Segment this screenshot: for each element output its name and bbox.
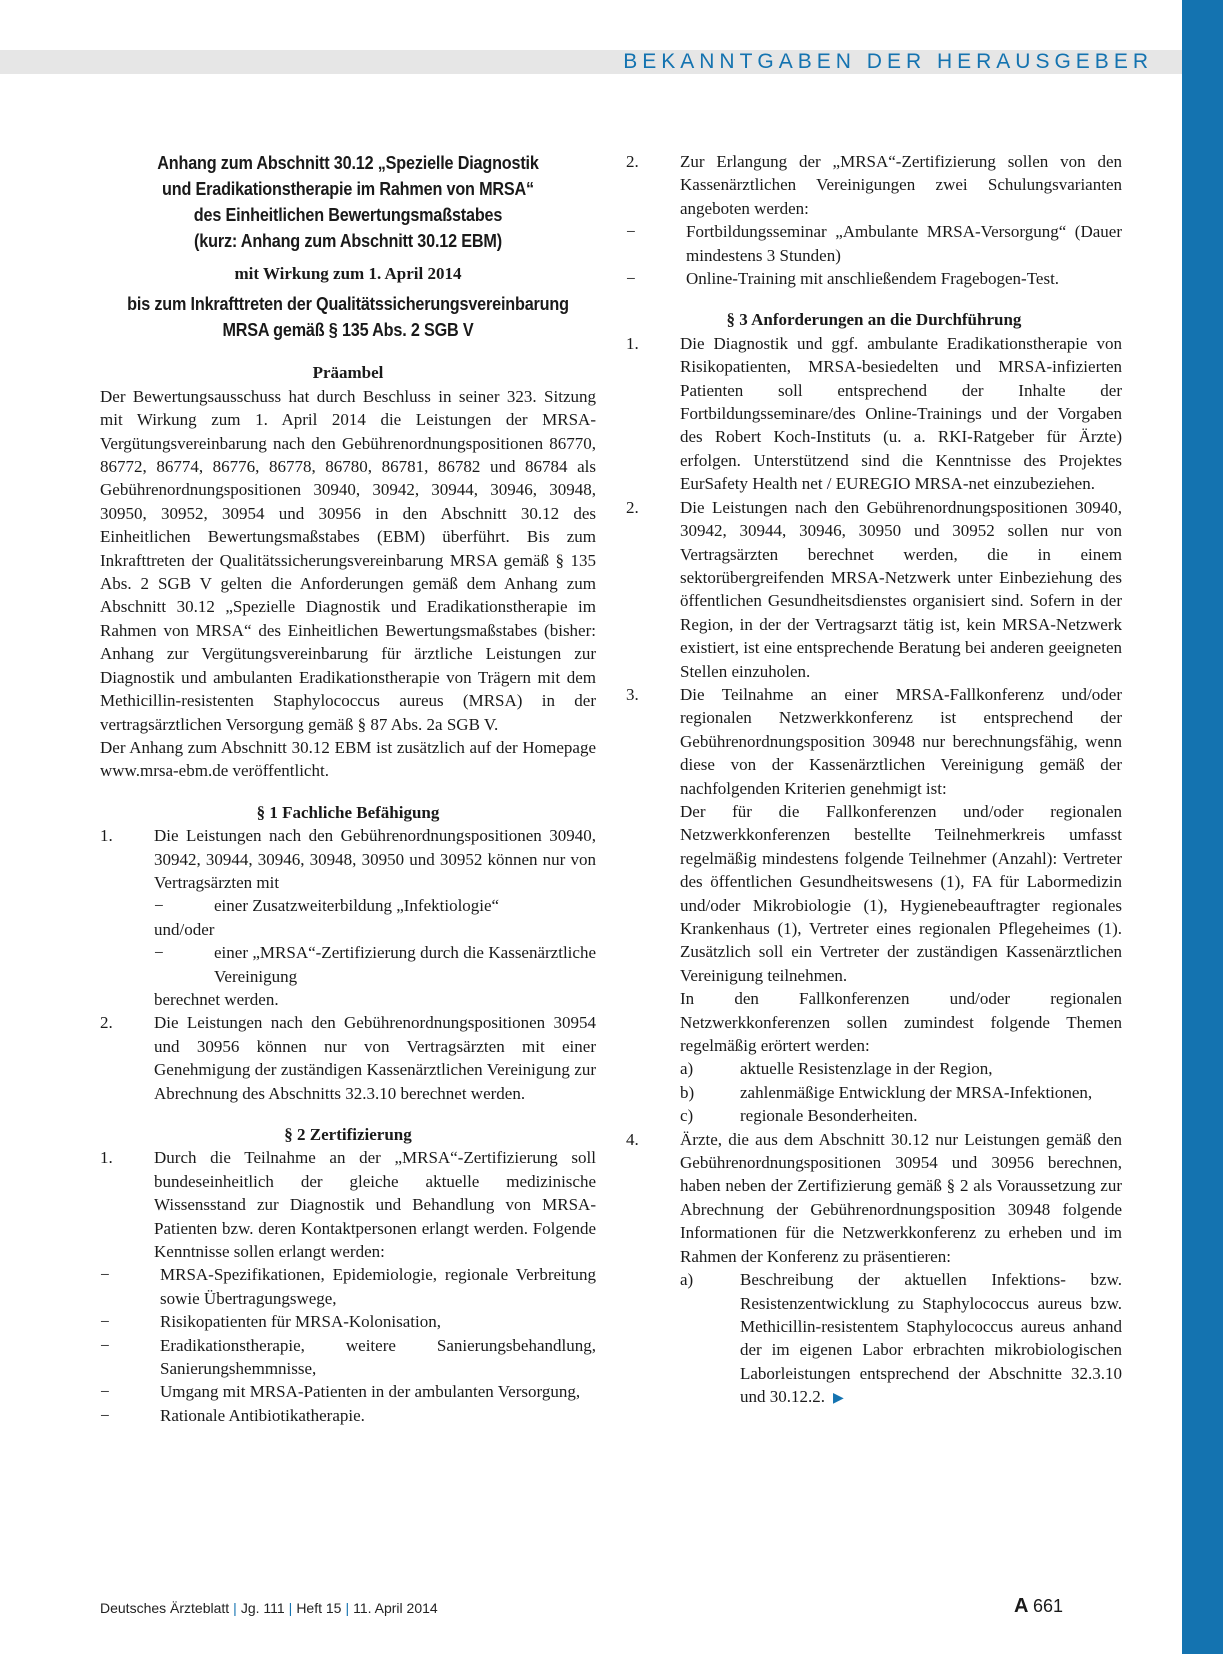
triangle-right-icon: ▶ — [833, 1391, 844, 1407]
validity-line: MRSA gemäß § 135 Abs. 2 SGB V — [222, 320, 474, 341]
effective-date: mit Wirkung zum 1. April 2014 — [234, 264, 462, 283]
item-letter: c) — [680, 1106, 694, 1126]
page-prefix: A — [1014, 1595, 1029, 1617]
dash-icon: − — [626, 269, 636, 289]
list-item — [626, 150, 1122, 220]
dash-icon: − — [154, 896, 164, 916]
dash-icon: − — [100, 1312, 110, 1332]
item-text: Die Teilnahme an einer MRSA-Fallkonferenz und/oder regionalen Netzwerkkonferenz ist entsprechend der Gebührenordnungsposition 30948 nur berechnungsfähig, wenn diese von der Kassenärztlichen Vereinigung gemäß der nachfolgenden Kriterien genehmigt ist: — [680, 684, 1122, 798]
item-number: 4. — [626, 1129, 639, 1149]
list-item — [100, 824, 596, 894]
list-item — [626, 683, 1122, 800]
lettered-text-content: Beschreibung der aktuellen Infektions- bzw. Resistenzentwicklung zu Staphylococcus aureus bzw. Methicillin-resistentem Staphylococcus aureus anhand der im eigenen Labor erbrachten mikrobiologischen Laborleistungen entsprechend der Abschnitte 32.3.10 und 30.12.2. — [740, 1270, 1122, 1407]
item-letter: a) — [680, 1270, 694, 1290]
dash-icon: − — [100, 1335, 110, 1355]
footer-citation — [100, 1600, 438, 1616]
item-text: Die Diagnostik und ggf. ambulante Eradikationstherapie von Risikopatienten, MRSA-besiedelten und MRSA-infizierten Patienten soll entsprechend der Inhalte der Fortbildungsseminare/des Online-Trainings und der Vorgaben des Robert Koch-Instituts (u. a. RKI-Ratgeber für Ärzte) erfolgen. Unterstützend sind die Kenntnisse des Projektes EurSafety Health net / EUREGIO MRSA-net einzubeziehen. — [680, 333, 1122, 494]
bullet-text: einer Zusatzweiterbildung „Infektiologie“ — [214, 896, 500, 916]
journal-issue: Heft 15 — [296, 1600, 342, 1616]
preamble-paragraph: Der Bewertungsausschuss hat durch Beschluss in seiner 323. Sitzung mit Wirkung zum 1. April 2014 die Leistungen der MRSA-Vergütungsvereinbarung nach den Gebührenordnungspositionen 86770, 86772, 86774, 86776, 86778, 86780, 86781, 86782 und 86784 als Gebührenordnungspositionen 30940, 30942, 30944, 30946, 30948, 30950, 30952, 30954 und 30956 in den Abschnitt 30.12 des Einheitlichen Bewertungsmaßstabes (EBM) überführt. Bis zum Inkrafttreten der Qualitätssicherungsvereinbarung MRSA gemäß § 135 Abs. 2 SGB V gelten die Anforderungen gemäß dem Anhang zum Abschnitt 30.12 „Spezielle Diagnostik und Eradikationstherapie im Rahmen von MRSA“ des Einheitlichen Bewertungsmaßstabes (bisher: Anhang zur Vergütungsvereinbarung für ärztliche Leistungen zur Diagnostik und ambulanten Eradikationstherapie von Trägern mit dem Methicillin-resistenten Staphylococcus aureus (MRSA) in der vertragsärztlichen Versorgung gemäß § 87 Abs. 2a SGB V. — [100, 386, 596, 734]
journal-name: Deutsches Ärzteblatt — [100, 1600, 230, 1616]
lettered-item — [626, 1104, 1122, 1127]
item-text: Die Leistungen nach den Gebührenordnungspositionen 30940, 30942, 30944, 30946, 30948, 30950 und 30952 können nur von Vertragsärzten mit — [154, 826, 596, 892]
bullet-item — [100, 1380, 596, 1403]
bullet-item — [100, 894, 596, 917]
title-line: Anhang zum Abschnitt 30.12 „Spezielle Diagnostik — [157, 153, 539, 173]
page-number — [1014, 1595, 1063, 1618]
title-line: und Eradikationstherapie im Rahmen von MRSA“ — [162, 179, 534, 199]
item-number: 1. — [626, 333, 639, 353]
lettered-item — [626, 1081, 1122, 1104]
list-item — [100, 1011, 596, 1105]
dash-icon: − — [626, 222, 636, 242]
item-number: 1. — [100, 1148, 113, 1168]
side-accent-bar — [1182, 0, 1223, 1654]
list-item — [626, 496, 1122, 683]
bullet-item — [100, 1263, 596, 1310]
page-number-value: 661 — [1032, 1596, 1063, 1616]
separator: | — [288, 1600, 293, 1616]
validity-title — [125, 291, 571, 343]
bullet-text: Risikopatienten für MRSA-Kolonisation, — [160, 1312, 441, 1332]
lettered-item — [626, 1057, 1122, 1080]
list-item — [626, 332, 1122, 496]
item-number: 3. — [626, 684, 639, 704]
item-continuation: berechnet werden. — [154, 989, 279, 1009]
item-paragraph: Der für die Fallkonferenzen und/oder regionalen Netzwerkkonferenzen bestellte Teilnehmerkreis umfasst regelmäßig mindestens folgende Teilnehmer (Anzahl): Vertreter des öffentlichen Gesundheitswesens (1), FA für Labormedizin und/oder Mikrobiologie (1), Hygienebeauftragter regionales Krankenhaus (1), Vertreter eines regionalen Pflegeheimes (1). Zusätzlich soll ein Vertreter der zuständigen Kassenärztlichen Vereinigung teilnehmen. — [680, 801, 1122, 985]
journal-date: 11. April 2014 — [353, 1600, 438, 1616]
bullet-item — [626, 267, 1122, 290]
bullet-item — [100, 1310, 596, 1333]
title-line: (kurz: Anhang zum Abschnitt 30.12 EBM) — [194, 231, 502, 251]
lettered-item — [626, 1268, 1122, 1410]
preamble-paragraph: Der Anhang zum Abschnitt 30.12 EBM ist zusätzlich auf der Homepage www.mrsa-ebm.de veröffentlicht. — [100, 737, 596, 781]
bullet-text: Online-Training mit anschließendem Fragebogen-Test. — [686, 269, 1060, 289]
item-text: Die Leistungen nach den Gebührenordnungspositionen 30940, 30942, 30944, 30946, 30950 und 30952 sollen nur von Vertragsärzten berechnet werden, die in einem sektorübergreifenden MRSA-Netzwerk unter Einbeziehung des öffentlichen Gesundheitsdienstes organisiert sind. Sofern in der Region, in der der Vertragsarzt tätig ist, kein MRSA-Netzwerk existiert, ist eine entsprechende Beratung bei anderen geeigneten Stellen einzuholen. — [680, 497, 1122, 681]
bullet-text: Fortbildungsseminar „Ambulante MRSA-Versorgung“ (Dauer mindestens 3 Stunden) — [686, 222, 1122, 265]
item-number: 2. — [626, 497, 639, 517]
list-item — [626, 1128, 1122, 1268]
item-text: Ärzte, die aus dem Abschnitt 30.12 nur Leistungen gemäß den Gebührenordnungspositionen 30954 und 30956 berechnen, haben neben der Zertifizierung gemäß § 2 als Voraussetzung zur Abrechnung der Gebührenordnungsposition 30948 folgende Informationen für die Netzwerkkonferenz zu erheben und im Rahmen der Konferenz zu präsentieren: — [680, 1129, 1122, 1266]
bullet-item — [100, 941, 596, 988]
dash-icon: − — [100, 1265, 110, 1285]
bullet-text: Eradikationstherapie, weitere Sanierungsbehandlung, Sanierungshemmnisse, — [160, 1335, 596, 1379]
separator: | — [233, 1600, 237, 1616]
lettered-text — [740, 1268, 1122, 1410]
bullet-item — [626, 220, 1122, 267]
item-text: Die Leistungen nach den Gebührenordnungspositionen 30954 und 30956 können nur von Vertragsärzten mit einer Genehmigung der zuständigen Kassenärztlichen Vereinigung zur Abrechnung des Abschnitts 32.3.10 berechnet werden. — [154, 1013, 596, 1103]
section-3-heading: § 3 Anforderungen an die Durchführung — [726, 310, 1022, 330]
item-number: 1. — [100, 826, 113, 846]
section-2-heading: § 2 Zertifizierung — [284, 1125, 412, 1144]
list-item — [100, 1146, 596, 1263]
dash-icon: − — [100, 1382, 110, 1402]
validity-line: bis zum Inkrafttreten der Qualitätssicherungsvereinbarung — [127, 294, 569, 315]
section-1-heading: § 1 Fachliche Befähigung — [256, 802, 440, 822]
preamble-heading: Präambel — [312, 363, 384, 383]
andor-text: und/oder — [154, 919, 215, 939]
item-text: Durch die Teilnahme an der „MRSA“-Zertifizierung soll bundeseinheitlich der gleiche aktuelle medizinische Wissensstand zur Diagnostik und Behandlung von MRSA-Patienten bzw. deren Kontaktpersonen erlangt werden. Folgende Kenntnisse sollen erlangt werden: — [154, 1148, 596, 1262]
bullet-item — [100, 1334, 596, 1381]
item-number: 2. — [100, 1013, 113, 1033]
item-paragraph: In den Fallkonferenzen und/oder regionalen Netzwerkkonferenzen sollen zumindest folgende Themen regelmäßig erörtert werden: — [680, 989, 1122, 1056]
lettered-text: aktuelle Resistenzlage in der Region, — [740, 1059, 993, 1079]
document-title — [125, 150, 571, 254]
bullet-text: Rationale Antibiotikatherapie. — [160, 1405, 365, 1425]
item-letter: a) — [680, 1059, 694, 1079]
item-letter: b) — [680, 1082, 695, 1102]
lettered-text: regionale Besonderheiten. — [740, 1106, 918, 1126]
bullet-text: einer „MRSA“-Zertifizierung durch die Kassenärztliche Vereinigung — [214, 943, 596, 986]
left-column — [100, 150, 596, 1427]
title-line: des Einheitlichen Bewertungsmaßstabes — [193, 205, 503, 225]
item-text: Zur Erlangung der „MRSA“-Zertifizierung sollen von den Kassenärztlichen Vereinigungen zwei Schulungsvarianten angeboten werden: — [680, 152, 1122, 218]
bullet-text: MRSA-Spezifikationen, Epidemiologie, regionale Verbreitung sowie Übertragungswege, — [160, 1265, 596, 1308]
item-number: 2. — [626, 152, 639, 171]
dash-icon: − — [100, 1405, 110, 1425]
journal-volume: Jg. 111 — [240, 1600, 285, 1616]
separator: | — [345, 1600, 350, 1616]
lettered-text: zahlenmäßige Entwicklung der MRSA-Infektionen, — [740, 1082, 1093, 1102]
dash-icon: − — [154, 943, 164, 963]
bullet-item — [100, 1404, 596, 1427]
section-label: BEKANNTGABEN DER HERAUSGEBER — [623, 50, 1153, 73]
right-column — [626, 150, 1122, 1411]
bullet-text: Umgang mit MRSA-Patienten in der ambulanten Versorgung, — [160, 1382, 581, 1402]
